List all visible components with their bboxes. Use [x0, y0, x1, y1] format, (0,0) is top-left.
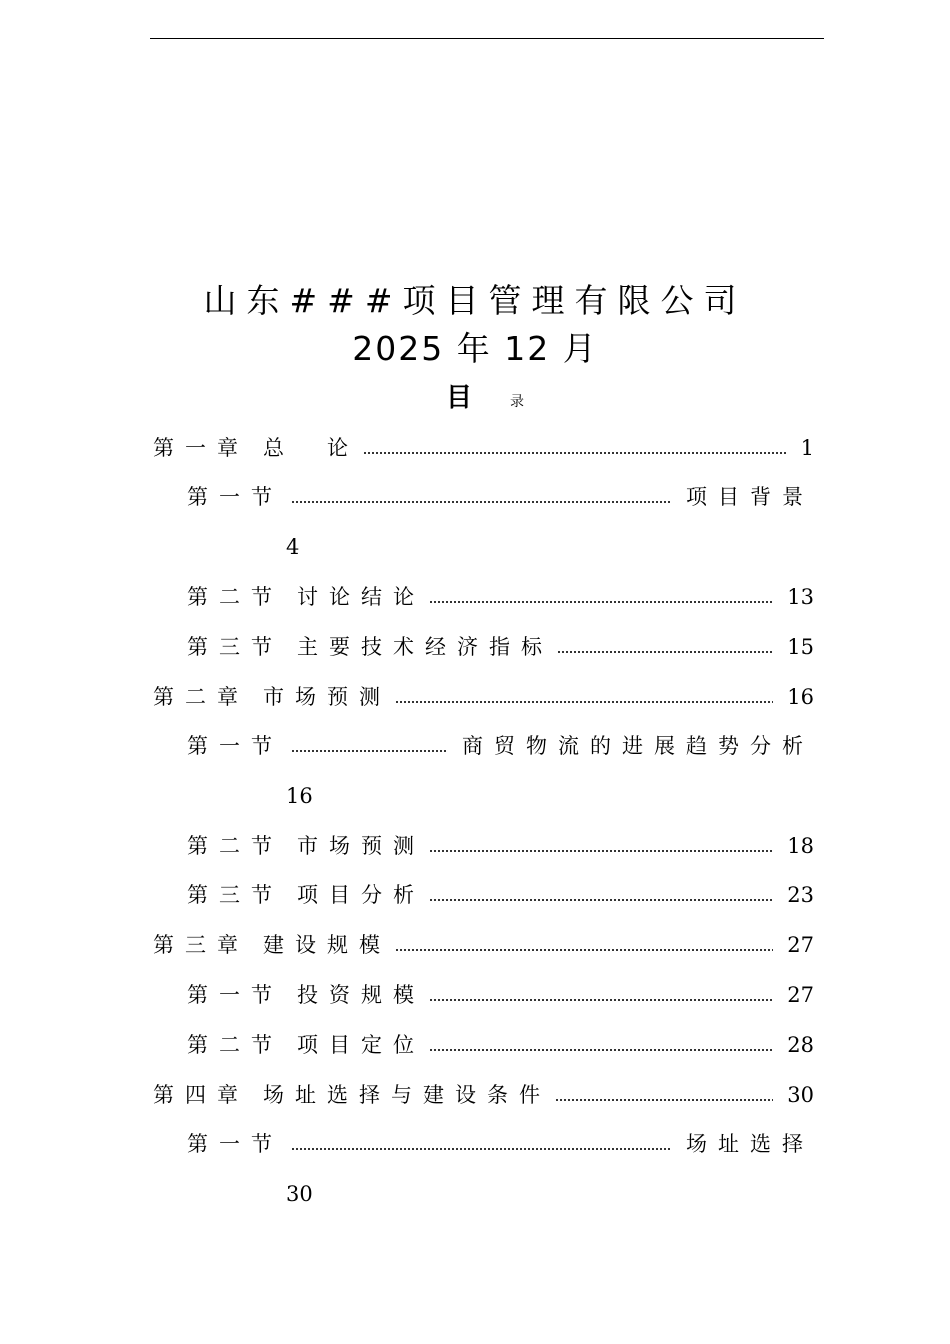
company-title: 山东###项目管理有限公司 [203, 281, 747, 320]
toc-leader-dots [557, 650, 773, 654]
toc-entry-title: 主要技术经济指标 [297, 635, 553, 659]
toc-entry-page: 16 [787, 685, 814, 709]
toc-entry-title: 项目背景 [686, 485, 814, 509]
toc-leader-dots [395, 700, 773, 704]
toc-leader-dots [429, 1048, 773, 1052]
toc-heading-main: 目 [446, 383, 473, 413]
toc-entry-page: 23 [787, 883, 814, 907]
toc-leader-dots [395, 948, 773, 952]
toc-entry-label: 第一节 [187, 1132, 283, 1156]
toc-entry-title: 场址选择与建设条件 [263, 1083, 551, 1107]
toc-entry-label: 第一节 [187, 485, 283, 509]
toc-leader-dots [429, 998, 773, 1002]
toc-entry-label: 第一节 [187, 734, 283, 758]
toc-entry-label: 第一章 [153, 436, 249, 460]
toc-entry-label: 第三章 [153, 933, 249, 957]
toc-entry-label: 第三节 [187, 635, 283, 659]
toc-entry-label: 第二节 [187, 1033, 283, 1057]
toc-entry[interactable] [153, 1080, 814, 1110]
toc-leader-dots [429, 898, 773, 902]
toc-leader-dots [429, 849, 773, 853]
toc-entry[interactable] [187, 731, 814, 761]
toc-leader-dots [363, 451, 787, 455]
toc-entry-title: 总 论 [263, 436, 359, 460]
toc-entry-label: 第二章 [153, 685, 249, 709]
toc-heading-sub: 录 [510, 394, 525, 410]
toc-entry-page: 15 [787, 635, 814, 659]
toc-entry[interactable] [187, 831, 814, 861]
toc-entry-label: 第二节 [187, 834, 283, 858]
toc-entry-page: 1 [800, 436, 814, 460]
toc-leader-dots [291, 1147, 672, 1151]
toc-entry-page: 27 [787, 983, 814, 1007]
toc-entry-title: 建设规模 [263, 933, 391, 957]
toc-entry-page: 16 [286, 784, 313, 808]
toc-entry-title: 市场预测 [263, 685, 391, 709]
toc-entry-page: 30 [787, 1083, 814, 1107]
toc-entry-title: 项目分析 [297, 883, 425, 907]
toc-entry-title: 市场预测 [297, 834, 425, 858]
toc-entry[interactable] [187, 1030, 814, 1060]
toc-entry[interactable] [187, 632, 814, 662]
toc-entry[interactable] [187, 582, 814, 612]
toc-entry-page: 4 [286, 535, 300, 559]
toc-entry-page: 13 [787, 585, 814, 609]
toc-entry-title: 投资规模 [297, 983, 425, 1007]
toc-entry[interactable] [187, 1129, 814, 1159]
toc-entry-page: 28 [787, 1033, 814, 1057]
toc-entry-page: 30 [286, 1182, 313, 1206]
toc-leader-dots [291, 500, 672, 504]
toc-leader-dots [555, 1098, 773, 1102]
toc-entry[interactable] [187, 482, 814, 512]
toc-entry-title: 商贸物流的进展趋势分析 [462, 734, 814, 758]
toc-entry[interactable] [153, 930, 814, 960]
toc-entry[interactable] [187, 880, 814, 910]
toc-entry-label: 第三节 [187, 883, 283, 907]
toc-entry[interactable] [187, 980, 814, 1010]
header-rule [150, 38, 824, 39]
report-date: 2025 年 12 月 [352, 329, 598, 368]
toc-entry-label: 第四章 [153, 1083, 249, 1107]
toc-entry-title: 项目定位 [297, 1033, 425, 1057]
toc-heading [446, 382, 524, 418]
toc-entry-label: 第二节 [187, 585, 283, 609]
toc-entry-page: 18 [787, 834, 814, 858]
toc-entry-title: 讨论结论 [297, 585, 425, 609]
toc-entry[interactable] [153, 433, 814, 463]
toc-leader-dots [429, 600, 773, 604]
toc-entry[interactable] [153, 682, 814, 712]
toc-leader-dots [291, 749, 448, 753]
toc-entry-title: 场址选择 [686, 1132, 814, 1156]
toc-entry-page: 27 [787, 933, 814, 957]
toc-entry-label: 第一节 [187, 983, 283, 1007]
